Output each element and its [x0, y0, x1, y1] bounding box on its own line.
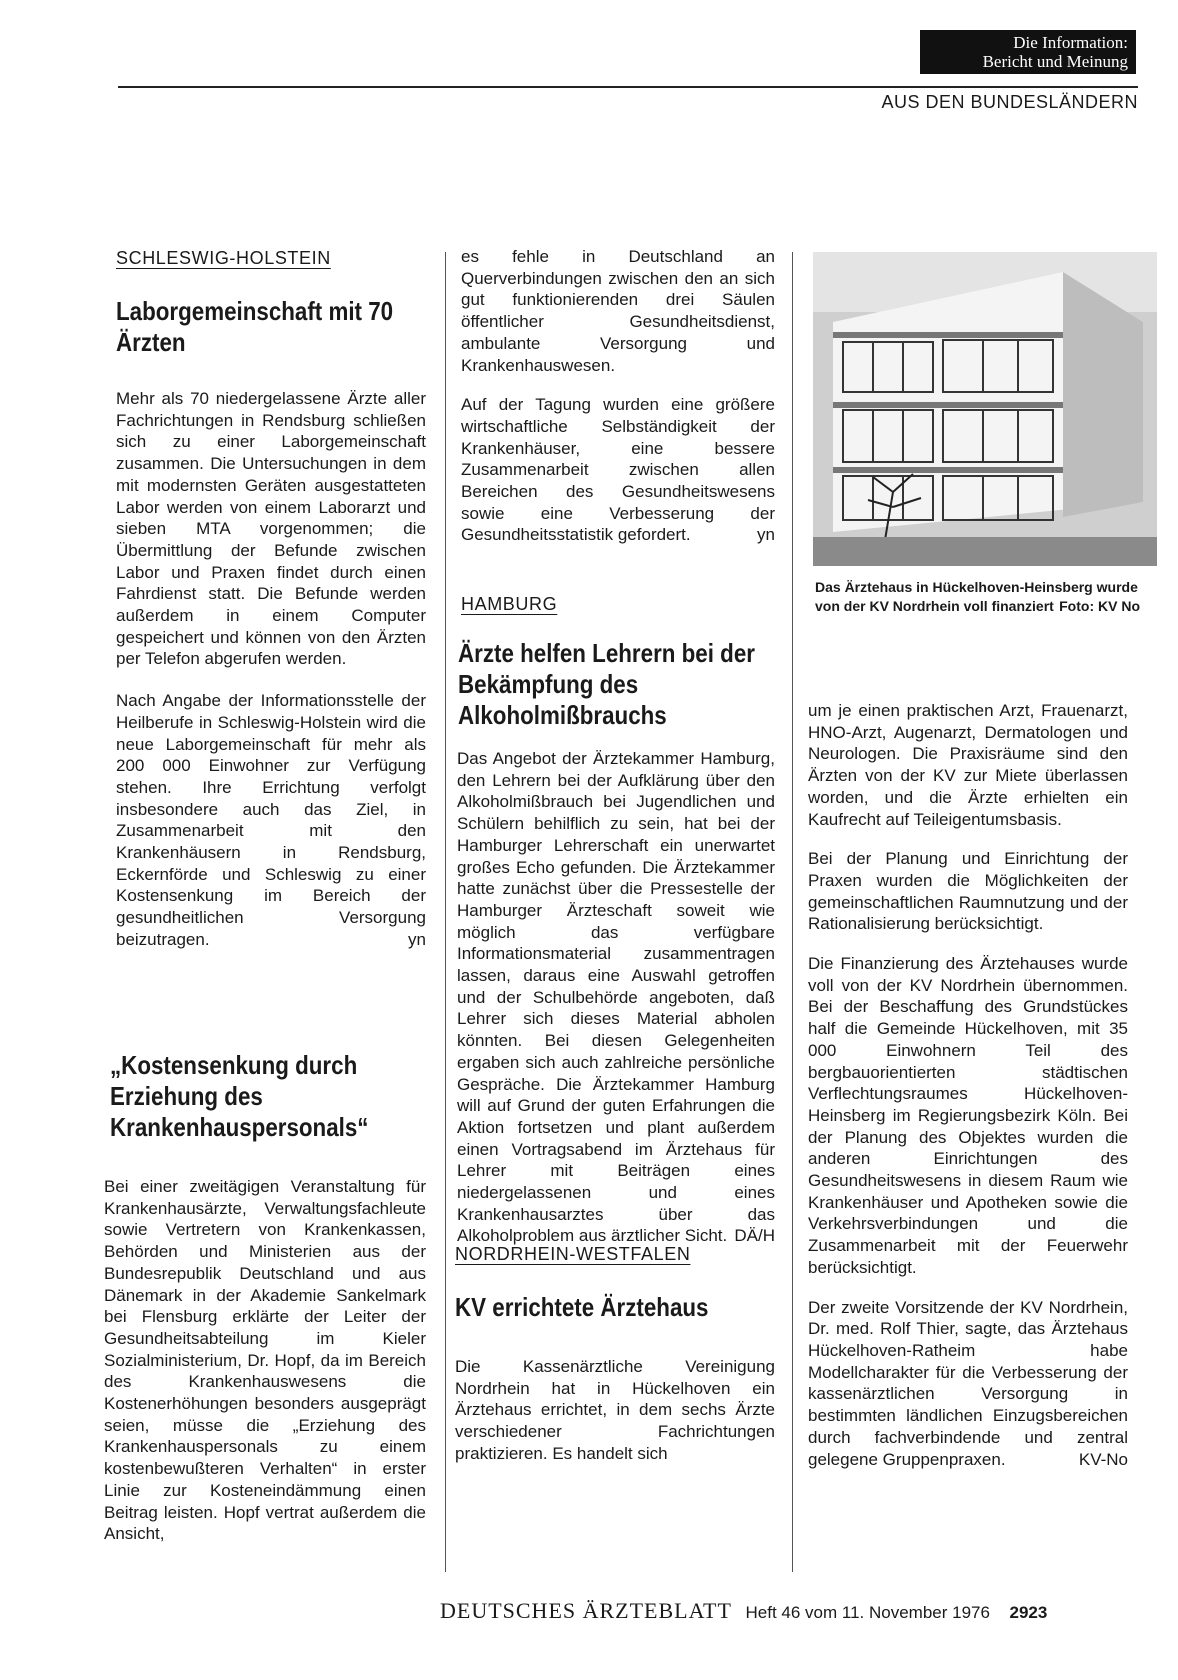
page-footer [440, 1598, 1140, 1624]
article-paragraph-text: Auf der Tagung wurden eine größere wirtschaftliche Selbständigkeit der Krankenhäuser, eine bessere Zusammenarbeit zwischen allen Bereichen des Gesundheitswesens sowie eine Verbesserung der Gesundheitsstatistik gefordert. [461, 395, 775, 545]
column-divider-1 [445, 252, 446, 1572]
headline-kv-errichtete-aerztehaus: KV errichtete Ärztehaus [455, 1292, 709, 1322]
column-2 [461, 246, 775, 546]
article-paragraph: Die Finanzierung des Ärztehauses wurde voll von der KV Nordrhein übernommen. Bei der Beschaffung des Grundstückes half die Gemeinde Hückelhoven, mit 35 000 Einwohnern Teil des bergbauorientierten städtischen Verflechtungsraumes Hückelhoven-Heinsberg im Regierungsbezirk Köln. Bei der Planung des Objektes wurden die anderen Einrichtungen des Gesundheitswesens in diesem Raum wie Krankenhäuser und Apotheken sowie die Verkehrsverbindungen und die Zusammenarbeit mit der Feuerwehr berücksichtigt. [808, 954, 1128, 1277]
page-number: 2923 [1009, 1603, 1048, 1622]
photo-credit: Foto: KV No [1059, 598, 1140, 614]
headline-hamburg-wrap [458, 638, 776, 731]
article-paragraph: Bei einer zweitägigen Veranstaltung für Krankenhausärzte, Verwaltungsfachleute sowie Vertretern von Krankenkassen, Behörden und Ministerien aus der Bundesrepublik Deutschland und aus Dänemark in der Akademie Sankelmark bei Flensburg erklärte der Leiter der Gesundheitsabteilung im Kieler Sozialministerium, Dr. Hopf, da im Bereich des Krankenhauswesens die Kostenerhöhungen besonders ausgeprägt seien, müsse die „Erziehung des Krankenhauspersonals zu einem kostenbewußteren Verhalten“ in erster Linie zur Kosteneindämmung einen Beitrag leisten. Hopf vertrat außerdem die Ansicht, [104, 1177, 426, 1544]
article-kostensenkung [104, 1176, 426, 1545]
headline-nrw-wrap [455, 1292, 775, 1323]
headline-kostensenkung-wrap [110, 1050, 426, 1143]
article-paragraph: um je einen praktischen Arzt, Frauenarzt, HNO-Arzt, Augenarzt, Dermatologen und Neurologen. Die Praxisräume sind den Ärzten von der KV zur Miete überlassen worden, und die Ärzte erhielten ein Kaufrecht auf Teileigentumsbasis. [808, 701, 1128, 829]
article-paragraph [457, 748, 775, 1247]
article-paragraph: Die Kassenärztliche Vereinigung Nordrhein hat in Hückelhoven ein Ärztehaus errichtet, in dem sechs Ärzte verschiedener Fachrichtungen praktizieren. Es handelt sich [455, 1357, 775, 1463]
author-signature: DÄ/H [734, 1226, 775, 1246]
building-photo [813, 252, 1157, 566]
issue-info: Heft 46 vom 11. November 1976 [745, 1603, 990, 1622]
author-signature: yn [757, 525, 775, 545]
article-paragraph [808, 1297, 1128, 1471]
photo-caption [815, 578, 1140, 616]
article-paragraph: Bei der Planung und Einrichtung der Praxen wurden die Möglichkeiten der gemeinschaftlichen Raumnutzung und der Rationalisierung berücksichtigt. [808, 849, 1128, 934]
headline-aerzte-helfen-lehrern: Ärzte helfen Lehrern bei der Bekämpfung des Alkoholmißbrauchs [458, 638, 755, 730]
article-paragraph [461, 394, 775, 546]
article-paragraph: Mehr als 70 niedergelassene Ärzte aller Fachrichtungen in Rendsburg schließen sich zu einer Laborgemeinschaft zusammen. Die Untersuchungen in dem mit modernsten Geräten ausgestatteten Labor werden von einem Laborarzt und sieben MTA vorgenommen; die Übermittlung der Befunde zwischen Labor und Praxen findet durch einen Fahrdienst statt. Die Befunde werden außerdem in einem Computer gespeichert und können von den Ärzten per Telefon abgerufen werden. [116, 389, 426, 669]
region-hamburg-wrap [461, 594, 775, 615]
masthead: DEUTSCHES ÄRZTEBLATT [440, 1598, 732, 1623]
region-nrw-wrap [455, 1244, 775, 1265]
article-laborgemeinschaft [116, 388, 426, 951]
section-label: AUS DEN BUNDESLÄNDERN [881, 92, 1138, 112]
article-paragraph: es fehle in Deutschland an Querverbindungen zwischen den an sich gut funktionierenden drei Säulen öffentlicher Gesundheitsdienst, ambulante Versorgung und Krankenhauswesen. [461, 247, 775, 375]
author-signature: KV-No [1078, 1449, 1128, 1469]
article-nrw-start [455, 1356, 775, 1465]
article-paragraph [116, 690, 426, 950]
article-paragraph-text: Der zweite Vorsitzende der KV Nordrhein, Dr. med. Rolf Thier, sagte, das Ärztehaus Hückelhoven-Ratheim habe Modellcharakter für die Verbesserung der kassenärztlichen Versorgung in bestimmten ländlichen Einzugsbereichen durch fachverbindende und zentral gelegene Gruppenpraxen. [808, 1297, 1128, 1469]
building-illustration [813, 252, 1157, 566]
column-3 [808, 700, 1128, 1470]
column-1 [116, 248, 426, 269]
region-label-schleswig-holstein: SCHLESWIG-HOLSTEIN [116, 248, 331, 268]
header-rule [118, 86, 1138, 88]
region-label-nordrhein-westfalen: NORDRHEIN-WESTFALEN [455, 1244, 691, 1264]
article-hamburg [457, 748, 775, 1247]
region-label-hamburg: HAMBURG [461, 594, 558, 614]
article-paragraph-text: Das Angebot der Ärztekammer Hamburg, den Lehrern bei der Aufklärung über den Alkoholmißbrauch bei Jugendlichen und Schülern behilflich zu sein, hat bei der Hamburger Lehrerschaft ein unerwartet großes Echo gefunden. Die Ärztekammer hatte zunächst über die Pressestelle der Hamburger Ärzteschaft soweit wie möglich das verfügbare Informationsmaterial zusammentragen lassen, daraus eine Auswahl getroffen und der Schulbehörde angeboten, daß Lehrer sich dieses Material abholen könnten. Bei diesen Gelegenheiten ergaben sich auch zahlreiche persönliche Gespräche. Die Ärztekammer Hamburg will auf Grund der guten Erfahrungen die Aktion fortsetzen und plant außerdem einen Vortragsabend im Ärztehaus für Lehrer mit Beiträgen eines niedergelassenen und eines Krankenhausarztes über das Alkoholproblem aus ärztlicher Sicht. [457, 749, 775, 1246]
headline-kostensenkung: „Kostensenkung durch Erziehung des Krankenhauspersonals“ [110, 1050, 369, 1142]
badge-line-2: Bericht und Meinung [982, 52, 1128, 71]
author-signature: yn [408, 929, 426, 949]
article-paragraph-text: Nach Angabe der Informationsstelle der Heilberufe in Schleswig-Holstein wird die neue Laborgemeinschaft für mehr als 200 000 Einwohner zur Verfügung stehen. Ihre Errichtung verfolgt insbesondere auch das Ziel, in Zusammenarbeit mit den Krankenhäusern in Rendsburg, Eckernförde und Schleswig zu einer Kostensenkung im Bereich der gesundheitlichen Versorgung beizutragen. [116, 691, 426, 949]
section-badge [920, 30, 1136, 74]
badge-line-1: Die Information: [1013, 33, 1128, 52]
headline-laborgemeinschaft: Laborgemeinschaft mit 70 Ärzten [116, 296, 394, 357]
column-divider-2 [792, 252, 793, 1572]
headline-laborgemeinschaft-wrap [116, 296, 426, 358]
caption-text: Das Ärztehaus in Hückelhoven-Heinsberg wurde von der KV Nordrhein voll finanziert [815, 579, 1138, 614]
